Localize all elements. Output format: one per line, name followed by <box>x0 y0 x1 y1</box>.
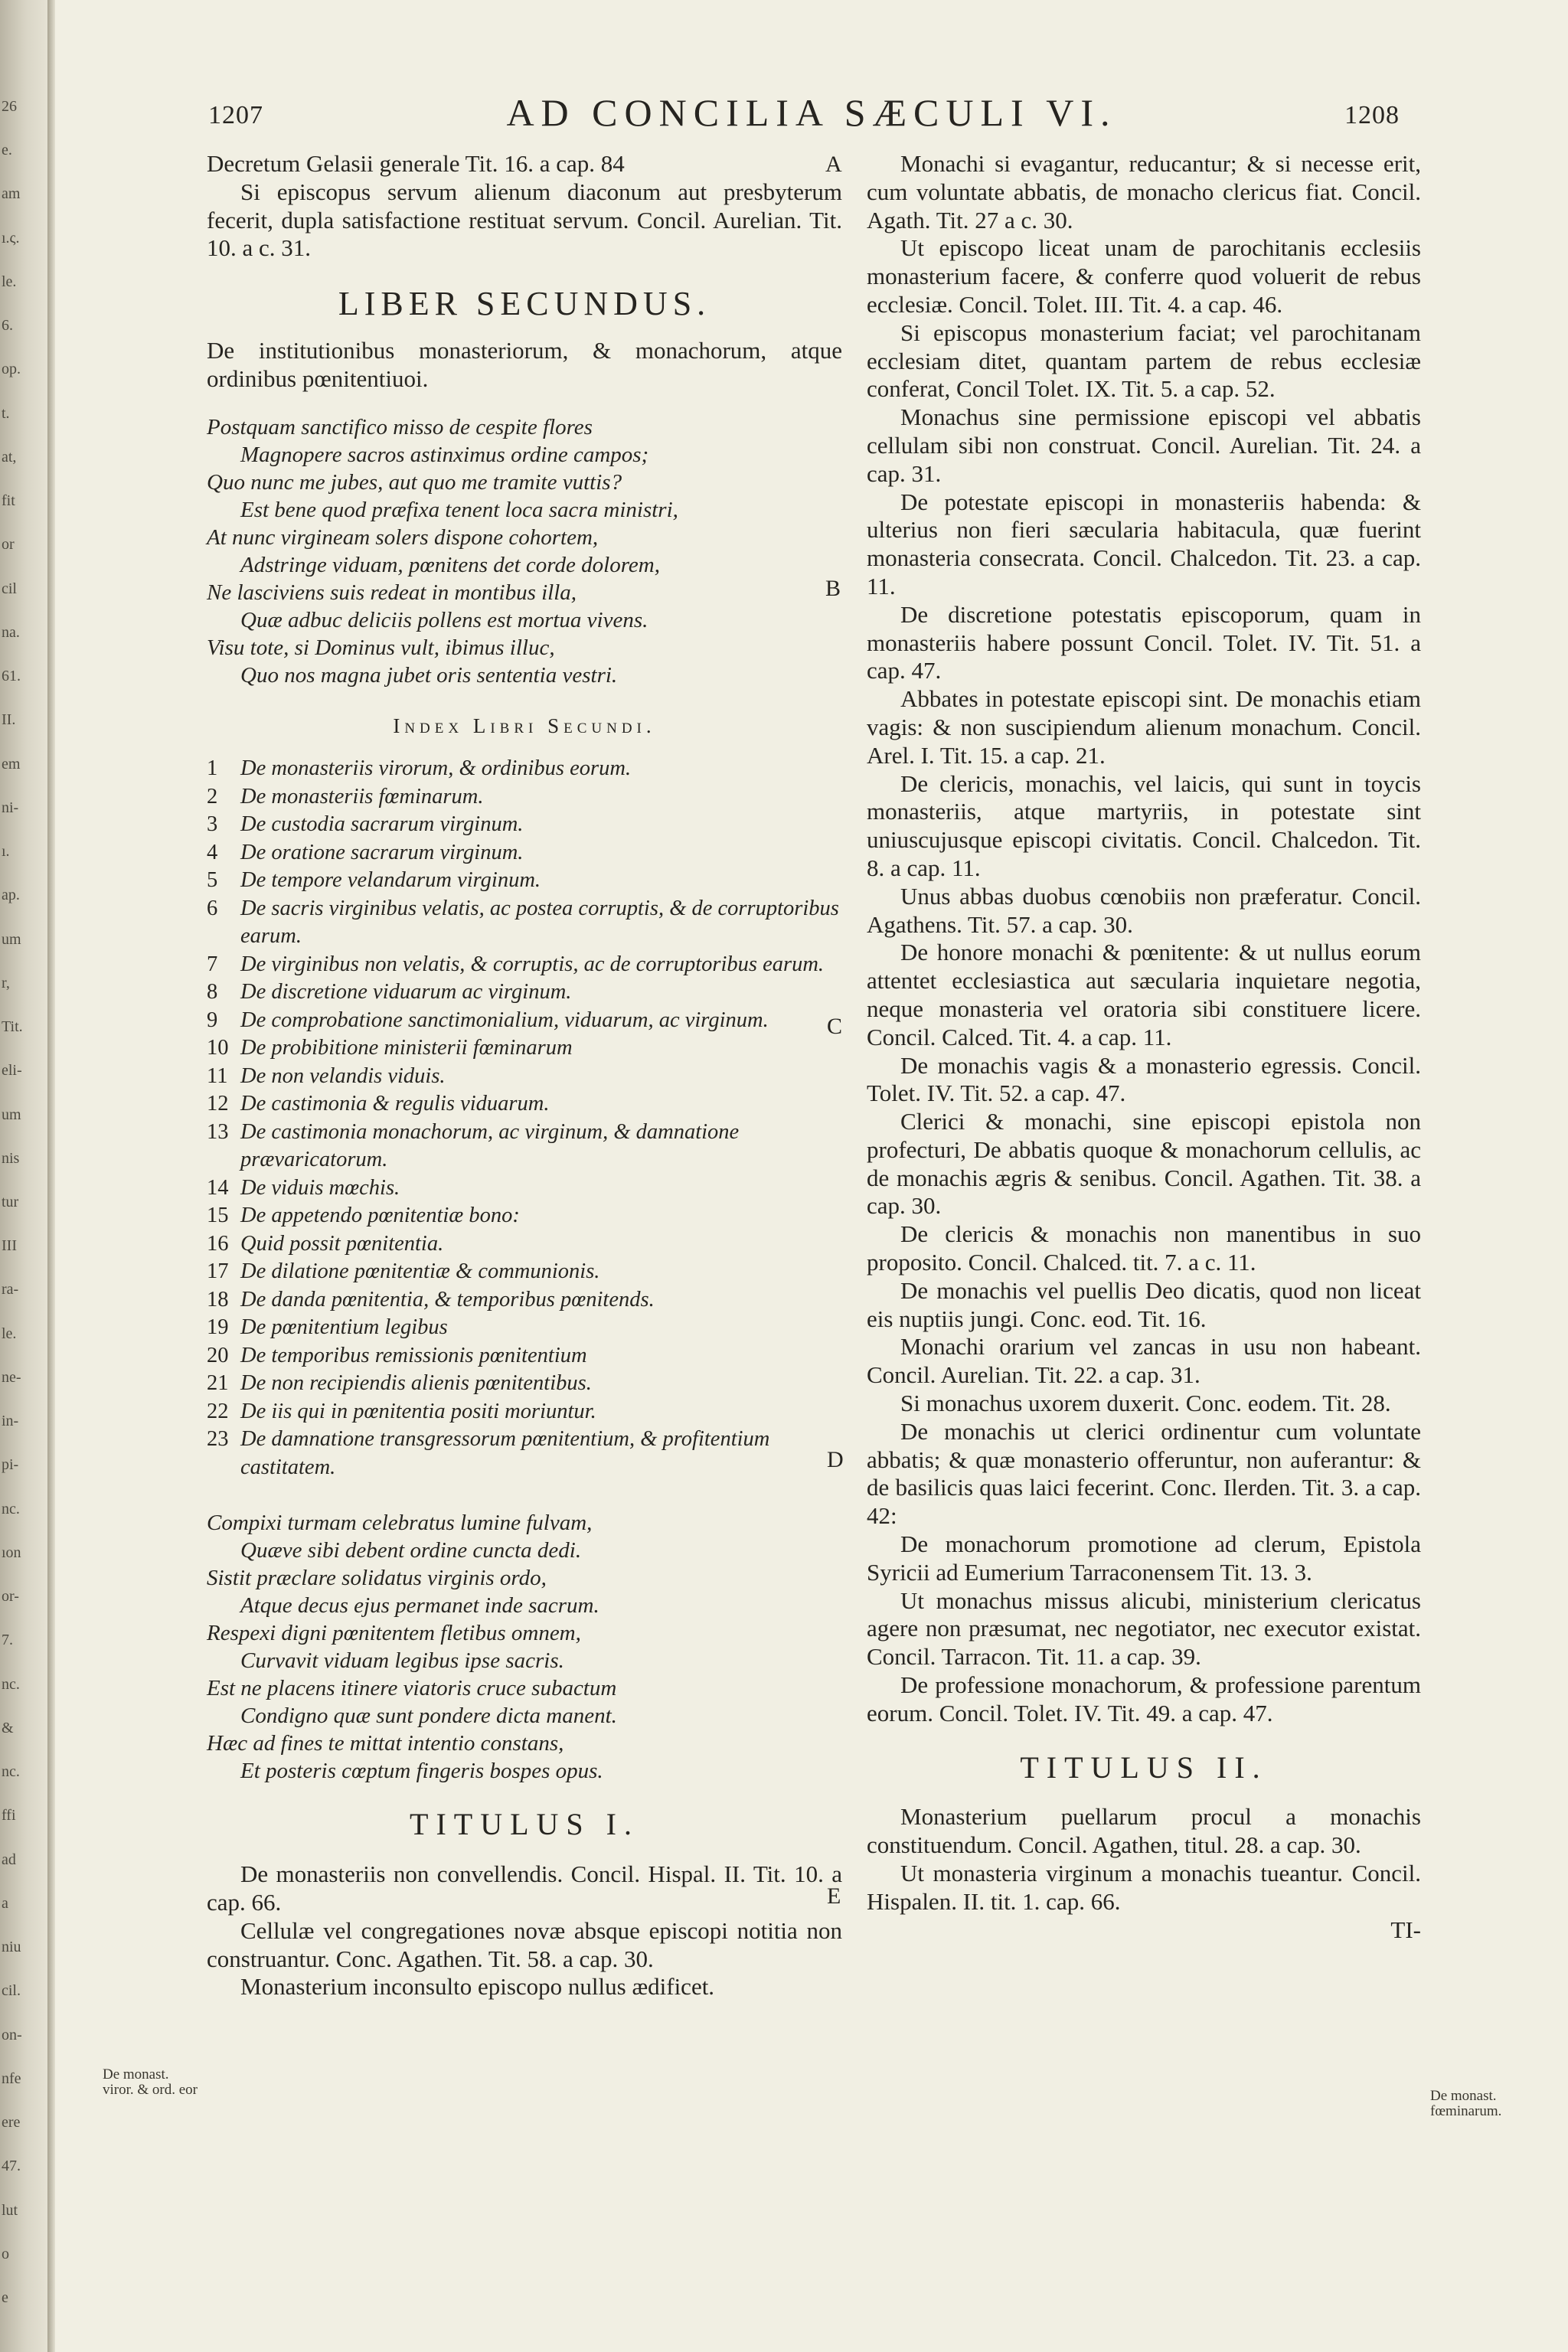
index-text: De appetendo pœnitentiæ bono: <box>240 1204 520 1228</box>
right-column <box>867 150 1421 1944</box>
gutter-fragment: ne- <box>2 1369 21 1386</box>
index-entry <box>207 1202 842 1230</box>
canon-paragraph: De discretione potestatis episcoporum, quam in monasteriis habere possunt Concil. Tolet. IV. Tit. 51. a cap. 47. <box>867 600 1421 684</box>
index-entry <box>207 1230 842 1259</box>
gutter-fragment: ffi <box>2 1807 16 1824</box>
index-text: De iis qui in pœnitentia positi moriuntur. <box>240 1399 596 1423</box>
verse-line: Curvavit viduam legibus ipse sacris. <box>240 1648 564 1674</box>
gutter-fragment: um <box>2 1106 21 1123</box>
index-entry <box>207 755 842 783</box>
margin-letter-a: A <box>825 152 842 177</box>
verse-line: Et posteris cœptum fingeris bospes opus. <box>240 1759 603 1784</box>
titulus-paragraph: Monasterium inconsulto episcopo nullus ædificet. <box>240 1973 715 2001</box>
index-number: 11 <box>207 1063 228 1088</box>
verse-line: Sistit præclare solidatus virginis ordo, <box>207 1566 547 1591</box>
index-number: 6 <box>207 896 218 920</box>
catchword: TI- <box>1390 1916 1421 1943</box>
left-column <box>207 150 842 2001</box>
index-text: De temporibus remissionis pœnitentium <box>240 1343 587 1367</box>
index-text: De oratione sacrarum virginum. <box>240 840 524 864</box>
gutter-fragment: 7. <box>2 1632 13 1648</box>
index-number: 14 <box>207 1175 229 1200</box>
marginal-note-left: De monast. viror. & ord. eor <box>103 2066 198 2098</box>
gutter-fragment: e. <box>2 142 12 158</box>
index-entry <box>207 839 842 867</box>
verse-line: Atque decus ejus permanet inde sacrum. <box>240 1593 599 1619</box>
gutter-fragment: le. <box>2 273 17 290</box>
verse-line: Compixi turmam celebratus lumine fulvam, <box>207 1511 593 1536</box>
verse-line: Quo nos magna jubet oris sententia vestri. <box>240 662 618 688</box>
gutter-fragment: eli- <box>2 1062 22 1079</box>
gutter-fragment: Tit. <box>2 1018 23 1035</box>
index-heading: Index Libri Secundi. <box>393 714 656 737</box>
gutter-fragment: a <box>2 1895 8 1912</box>
canon-paragraph: Ut monachus missus alicubi, ministerium clericatus agere non præsumat, nec negotiator, nec executor existat. Concil. Tarracon. Tit. 11. a cap. 39. <box>867 1586 1421 1671</box>
index-entry <box>207 1370 842 1398</box>
gutter-fragment: tur <box>2 1194 19 1210</box>
index-number: 16 <box>207 1231 229 1256</box>
canon-paragraph: De potestate episcopi in monasteriis habenda: & ulterius non fieri sæcularia habitacula, quæ fuerint monasteria consecrata. Concil. Chalcedon. Tit. 23. a cap. 11. <box>867 488 1421 599</box>
index-entry <box>207 867 842 895</box>
index-text: De monasteriis virorum, & ordinibus eorum. <box>240 756 632 781</box>
index-text: De sacris virginibus velatis, ac postea corruptis, & de corruptoribus earum. <box>240 896 839 949</box>
index-entry <box>207 1314 842 1342</box>
verse-line: Est ne placens itinere viatoris cruce subactum <box>207 1676 617 1701</box>
canon-paragraph: Si monachus uxorem duxerit. Conc. eodem. Tit. 28. <box>900 1390 1391 1417</box>
gutter-fragment: nfe <box>2 2070 21 2087</box>
index-text: Quid possit pœnitentia. <box>240 1231 444 1256</box>
titulus-heading: TITULUS II. <box>1020 1749 1268 1785</box>
index-entry <box>207 978 842 1007</box>
index-text: De custodia sacrarum virginum. <box>240 812 524 837</box>
index-number: 13 <box>207 1119 229 1144</box>
verse-line: Quæ adbuc deliciis pollens est mortua vivens. <box>240 607 648 632</box>
verse-line: At nunc virgineam solers dispone cohortem, <box>207 524 599 550</box>
gutter-fragment: ıon <box>2 1544 21 1561</box>
index-entry <box>207 1034 842 1063</box>
canon-paragraph: Monachus sine permissione episcopi vel abbatis cellulam sibi non construat. Concil. Aurelian. Tit. 24. a cap. 31. <box>867 403 1421 487</box>
marginal-note-right: De monast. fœminarum. <box>1430 2088 1502 2119</box>
gutter-fragment: ni- <box>2 799 19 816</box>
canon-paragraph: De honore monachi & pœnitente: & ut nullus eorum attentet ecclesiastica aut sæcularia inquietare negotia, neque monasteria vel oratoria sibi constituere licere. Concil. Calced. Tit. 4. a cap. 11. <box>867 939 1421 1050</box>
gutter-fragment: nc. <box>2 1676 20 1693</box>
margin-letter-b: B <box>825 576 841 601</box>
index-text: De damnatione transgressorum pœnitentium, & profitentium castitatem. <box>240 1427 770 1479</box>
index-entry <box>207 1398 842 1426</box>
gutter-fragment: lut <box>2 2202 18 2219</box>
gutter-fragment: 47. <box>2 2158 21 2174</box>
verse-line: Adstringe viduam, pœnitens det corde dolorem, <box>240 552 660 577</box>
gutter-fragment: na. <box>2 624 20 641</box>
index-number: 22 <box>207 1399 229 1423</box>
gutter-fragment: 26 <box>2 98 17 115</box>
index-text: De probibitione ministerii fœminarum <box>240 1036 573 1060</box>
canon-paragraph: Ut episcopo liceat unam de parochitanis ecclesiis monasterium facere, & conferre quod voluerit de rebus ecclesiæ. Concil. Tolet. III. Tit. 4. a cap. 46. <box>867 234 1421 318</box>
margin-letter-d: D <box>827 1447 844 1472</box>
verse-line: Hæc ad fines te mittat intentio constans, <box>207 1731 564 1756</box>
index-text: De non recipiendis alienis pœnitentibus. <box>240 1371 592 1396</box>
index-text: De monasteriis fœminarum. <box>240 784 484 808</box>
index-text: De castimonia & regulis viduarum. <box>240 1092 550 1116</box>
index-entry <box>207 1119 842 1174</box>
gutter-fragment: 6. <box>2 317 13 334</box>
index-number: 1 <box>207 756 218 781</box>
gutter-fragment: em <box>2 756 21 773</box>
index-text: De castimonia monachorum, ac virginum, & damnatione prævaricatorum. <box>240 1119 740 1172</box>
gutter-fragment: & <box>2 1720 14 1736</box>
index-entry <box>207 951 842 979</box>
index-number: 8 <box>207 980 218 1004</box>
page-header <box>55 90 1568 152</box>
index-number: 3 <box>207 812 218 837</box>
gutter-fragment: nis <box>2 1150 20 1167</box>
verse-line: Quæve sibi debent ordine cuncta dedi. <box>240 1538 582 1563</box>
canon-paragraph: De monachis ut clerici ordinentur cum voluntate abbatis; & quæ monasterio offeruntur, non auferantur: & de basilicis quas laici fecerint. Conc. Ilerden. Tit. 3. a cap. 42: <box>867 1417 1421 1530</box>
canon-paragraph: De monachis vagis & a monasterio egressis. Concil. Tolet. IV. Tit. 52. a cap. 47. <box>867 1051 1421 1107</box>
index-number: 18 <box>207 1287 229 1312</box>
page-number-right: 1208 <box>1344 101 1400 129</box>
index-entry <box>207 1063 842 1091</box>
canon-paragraph: Si episcopus monasterium faciat; vel parochitanam ecclesiam ditet, quantam partem de rebus ecclesiæ conferat, Concil Tolet. IX. Tit. 5. a cap. 52. <box>867 318 1421 403</box>
titulus-heading: TITULUS I. <box>410 1807 639 1842</box>
gutter-fragment: fit <box>2 492 15 509</box>
running-title: AD CONCILIA SÆCULI VI. <box>506 91 1117 134</box>
index-entry <box>207 811 842 839</box>
canon-paragraph: De clericis, monachis, vel laicis, qui sunt in toycis monasteriis, atque martyriis, in potestate sint uniuscujusque episcopi civitatis. Concil. Chalcedon. Tit. 8. a cap. 11. <box>867 769 1421 881</box>
gutter-fragment: cil <box>2 580 17 597</box>
gutter-fragment: II. <box>2 711 16 728</box>
gutter-fragment: am <box>2 185 21 202</box>
index-text: De virginibus non velatis, & corruptis, ac de corruptoribus earum. <box>240 952 825 976</box>
book-spine <box>47 0 55 2352</box>
index-number: 21 <box>207 1371 229 1396</box>
verse-line: Ne lasciviens suis redeat in montibus illa, <box>207 580 577 605</box>
canon-paragraph: Monachi orarium vel zancas in usu non habeant. Concil. Aurelian. Tit. 22. a cap. 31. <box>867 1333 1421 1389</box>
verse-line: Est bene quod præfixa tenent loca sacra ministri, <box>240 497 678 522</box>
canon-paragraph: Abbates in potestate episcopi sint. De monachis etiam vagis: & non suscipiendum alienum monachum. Concil. Arel. I. Tit. 15. a cap. 21. <box>867 685 1421 769</box>
gutter-fragment: ra- <box>2 1281 19 1298</box>
verse-line: Respexi digni pœnitentem fletibus omnem, <box>207 1621 581 1646</box>
verse-line: Condigno quæ sunt pondere dicta manent. <box>240 1704 617 1729</box>
index-entry <box>207 1286 842 1315</box>
gutter-fragment: um <box>2 931 21 948</box>
margin-letter-c: C <box>827 1014 843 1039</box>
index-entry <box>207 1426 842 1481</box>
index-number: 17 <box>207 1259 229 1284</box>
book-title: LIBER SECUNDUS. <box>338 285 711 323</box>
index-number: 10 <box>207 1036 229 1060</box>
gutter-fragment: niu <box>2 1939 21 1955</box>
index-number: 19 <box>207 1315 229 1340</box>
gutter-fragment: o <box>2 2246 9 2262</box>
page-number-left: 1207 <box>208 101 263 129</box>
index-text: De dilatione pœnitentiæ & communionis. <box>240 1259 600 1284</box>
index-text: De tempore velandarum virginum. <box>240 868 541 893</box>
index-list <box>207 755 842 1481</box>
index-number: 12 <box>207 1092 229 1116</box>
page <box>55 0 1568 2352</box>
titulus-paragraph: Monasterium puellarum procul a monachis constituendum. Concil. Agathen, titul. 28. a cap. 30. <box>867 1803 1421 1859</box>
gutter-fragment: pi- <box>2 1456 19 1473</box>
canon-paragraph: Clerici & monachi, sine episcopi epistola non profecturi, De abbatis quoque & monachorum cellulis, ac de monachis ægris & senibus. Concil. Agathen. Tit. 38. a cap. 30. <box>867 1108 1421 1220</box>
verse-epilogue <box>207 1509 842 1785</box>
index-number: 2 <box>207 784 218 808</box>
gutter-fragment: ı.ς. <box>2 230 20 247</box>
index-number: 9 <box>207 1008 218 1032</box>
gutter-fragment: ere <box>2 2114 21 2131</box>
index-entry <box>207 783 842 812</box>
gutter-fragment: ad <box>2 1851 16 1868</box>
index-entry <box>207 895 842 951</box>
gutter-fragment: le. <box>2 1325 17 1342</box>
gutter-fragment: or <box>2 536 15 553</box>
canon-paragraph: De monachorum promotione ad clerum, Epistola Syricii ad Eumerium Tarraconensem Tit. 13. 3. <box>867 1530 1421 1586</box>
canon-paragraph: De professione monachorum, & professione parentum eorum. Concil. Tolet. IV. Tit. 49. a cap. 47. <box>867 1671 1421 1726</box>
gutter-fragment: III <box>2 1237 17 1254</box>
book-subtitle: De institutionibus monasteriorum, & monachorum, atque ordinibus pœnitentiuoi. <box>207 336 842 392</box>
index-entry <box>207 1007 842 1035</box>
gutter-fragment: op. <box>2 361 21 377</box>
index-text: De non velandis viduis. <box>240 1063 446 1088</box>
intro-line: Decretum Gelasii generale Tit. 16. a cap. 84 <box>207 150 625 177</box>
gutter-fragment: r, <box>2 975 10 991</box>
index-entry <box>207 1258 842 1286</box>
canon-paragraph: De monachis vel puellis Deo dicatis, quod non liceat eis nuptiis jungi. Conc. eod. Tit. 16. <box>867 1276 1421 1332</box>
index-text: De danda pœnitentia, & temporibus pœnitends. <box>240 1287 655 1312</box>
verse-prologue <box>207 413 842 689</box>
index-text: De pœnitentium legibus <box>240 1315 448 1340</box>
gutter-fragment: 61. <box>2 668 21 684</box>
titulus-paragraph: De monasteriis non convellendis. Concil. Hispal. II. Tit. 10. a cap. 66. <box>207 1860 842 1916</box>
gutter-fragment: at, <box>2 449 17 466</box>
titulus-paragraph: Ut monasteria virginum a monachis tueantur. Concil. Hispalen. II. tit. 1. cap. 66. <box>867 1860 1421 1915</box>
index-text: De viduis mœchis. <box>240 1175 400 1200</box>
index-entry <box>207 1090 842 1119</box>
index-text: De discretione viduarum ac virginum. <box>240 980 572 1004</box>
canon-paragraph: De clericis & monachis non manentibus in suo proposito. Concil. Chalced. tit. 7. a c. 11. <box>867 1220 1421 1276</box>
index-entry <box>207 1174 842 1203</box>
index-number: 23 <box>207 1427 229 1452</box>
gutter-fragment: or- <box>2 1588 19 1605</box>
gutter-fragment: nc. <box>2 1763 20 1780</box>
gutter-fragment: on- <box>2 2027 22 2043</box>
gutter-fragment: e <box>2 2289 8 2306</box>
gutter-adjacent-page <box>0 0 47 2352</box>
gutter-fragment: cil. <box>2 1982 21 1999</box>
canon-paragraph: Monachi si evagantur, reducantur; & si necesse erit, cum voluntate abbatis, de monacho clericus fiat. Concil. Agath. Tit. 27 a c. 30. <box>867 150 1421 234</box>
gutter-fragment: t. <box>2 405 10 422</box>
gutter-fragment: ap. <box>2 887 20 903</box>
verse-line: Visu tote, si Dominus vult, ibimus illuc, <box>207 635 555 660</box>
index-number: 5 <box>207 868 218 893</box>
index-number: 4 <box>207 840 218 864</box>
intro-paragraph: Si episcopus servum alienum diaconum aut presbyterum fecerit, dupla satisfactione restituat servum. Concil. Aurelian. Tit. 10. a c. 31. <box>207 178 842 262</box>
index-text: De comprobatione sanctimonialium, viduarum, ac virginum. <box>240 1008 769 1032</box>
gutter-fragment: ı. <box>2 843 10 860</box>
gutter-fragment: nc. <box>2 1501 20 1517</box>
margin-letter-e: E <box>827 1883 841 1909</box>
index-number: 20 <box>207 1343 229 1367</box>
gutter-fragment: in- <box>2 1413 19 1429</box>
index-number: 7 <box>207 952 218 976</box>
verse-line: Quo nunc me jubes, aut quo me tramite vuttis? <box>207 469 622 495</box>
verse-line: Magnopere sacros astinximus ordine campos; <box>240 442 649 467</box>
titulus-paragraph: Cellulæ vel congregationes novæ absque episcopi notitia non construantur. Conc. Agathen. Tit. 58. a cap. 30. <box>207 1916 842 1972</box>
verse-line: Postquam sanctifico misso de cespite flores <box>207 414 593 439</box>
canon-paragraph: Unus abbas duobus cœnobiis non præferatur. Concil. Agathens. Tit. 57. a cap. 30. <box>867 882 1421 938</box>
index-entry <box>207 1342 842 1370</box>
index-number: 15 <box>207 1204 229 1228</box>
